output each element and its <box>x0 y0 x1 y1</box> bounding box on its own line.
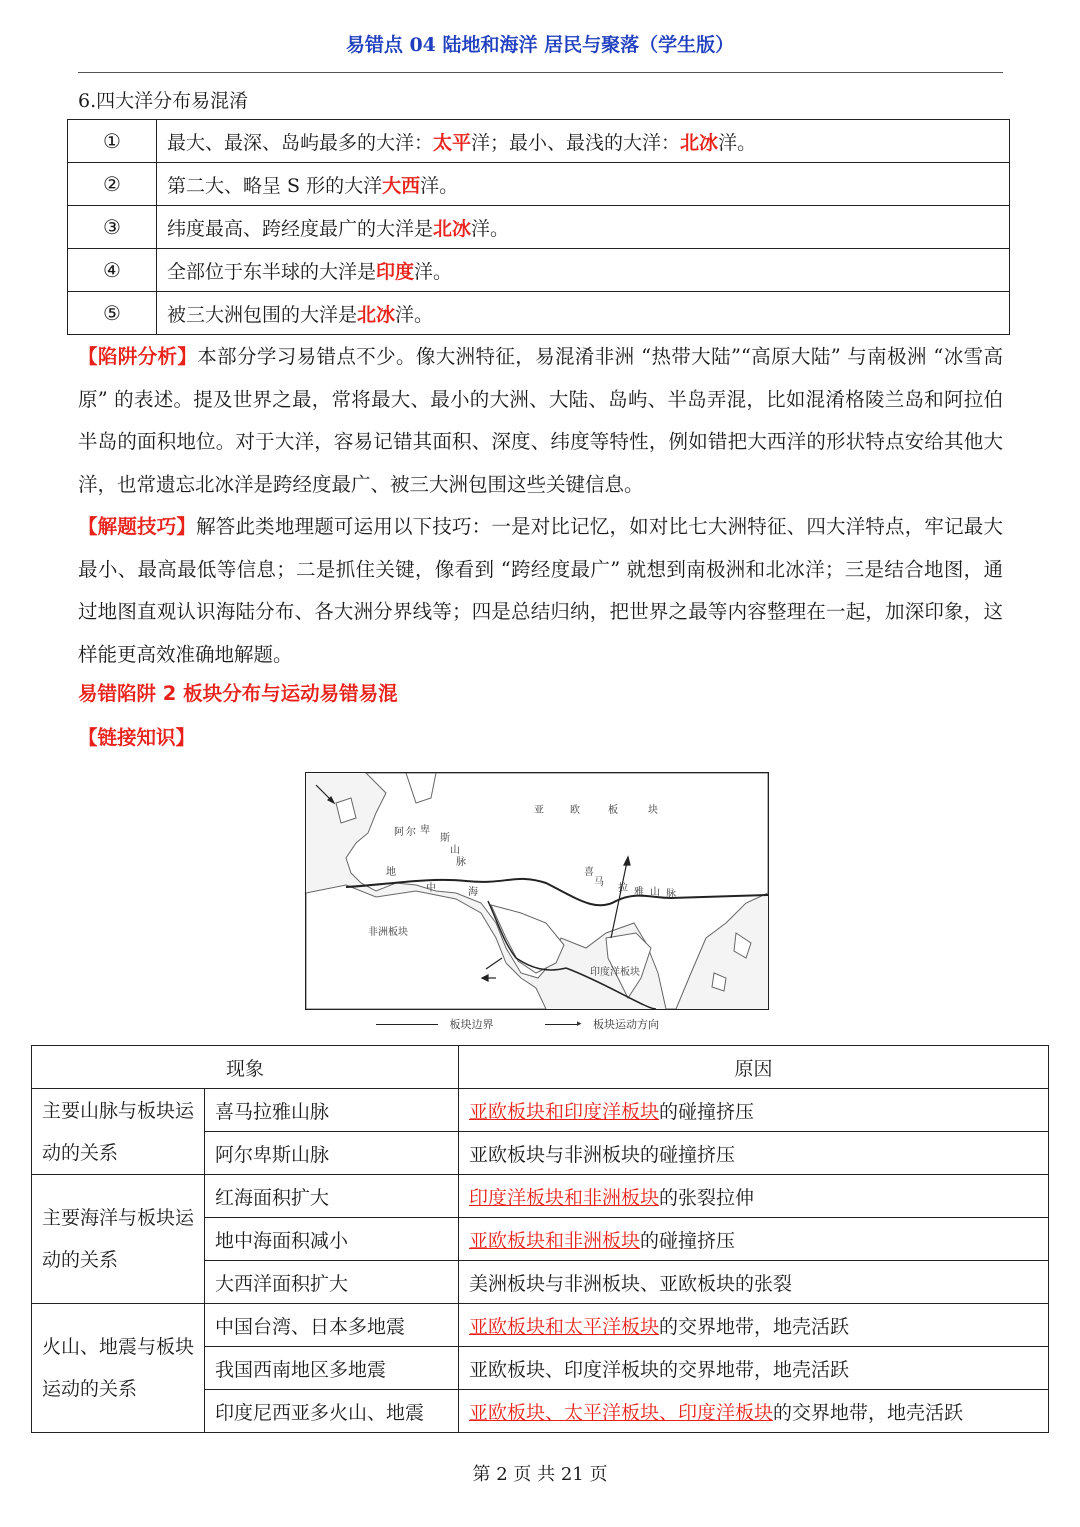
text-part: 最大、最深、岛屿最多的大洋： <box>167 131 434 154</box>
plates-table-header <box>32 1046 1049 1089</box>
header-phenomenon: 现象 <box>32 1046 459 1089</box>
reason-cell <box>459 1132 1049 1175</box>
header-reason: 原因 <box>459 1046 1049 1089</box>
text-part: 洋。 <box>414 260 453 283</box>
phenomenon-cell: 中国台湾、日本多地震 <box>205 1304 459 1347</box>
oceans-table <box>67 119 1010 335</box>
phenomenon-cell: 红海面积扩大 <box>205 1175 459 1218</box>
reason-text: 美洲板块与非洲板块、亚欧板块的张裂 <box>469 1272 793 1295</box>
label-alps-1: 阿 <box>394 827 404 838</box>
plate-map <box>305 772 769 1010</box>
label-indian-plate: 印度洋板块 <box>590 967 640 978</box>
link-knowledge-heading: 【链接知识】 <box>78 726 196 749</box>
map-legend: 板块边界 ▸ 板块运动方向 <box>376 1016 659 1032</box>
label-alps-6: 脉 <box>456 857 466 868</box>
text-part: 洋。 <box>395 303 434 326</box>
reason-cell <box>459 1089 1049 1132</box>
category-cell: 火山、地震与板块运动的关系 <box>32 1304 205 1433</box>
label-him-3: 拉 <box>618 883 628 894</box>
phenomenon-cell: 我国西南地区多地震 <box>205 1347 459 1390</box>
row-text <box>157 120 1010 163</box>
row-number: ⑤ <box>68 292 157 335</box>
label-alps-4: 斯 <box>440 833 450 844</box>
row-text <box>157 206 1010 249</box>
label-eurasian-4: 块 <box>648 805 658 816</box>
reason-highlight: 亚欧板块和非洲板块 <box>469 1229 641 1252</box>
plates-table-row <box>32 1175 1049 1218</box>
label-eurasian-3: 板 <box>608 805 618 816</box>
header-divider <box>78 72 1003 73</box>
trap-analysis-paragraph <box>78 336 1003 506</box>
highlight-answer: 北冰 <box>433 217 472 240</box>
text-part: 全部位于东半球的大洋是 <box>167 260 377 283</box>
reason-text: 亚欧板块、印度洋板块的交界地带，地壳活跃 <box>469 1358 850 1381</box>
plates-table-row <box>32 1304 1049 1347</box>
reason-highlight: 亚欧板块和太平洋板块 <box>469 1315 660 1338</box>
label-med-1: 地 <box>386 867 396 878</box>
reason-cell <box>459 1390 1049 1433</box>
label-med-2: 中 <box>426 883 436 894</box>
label-alps-3: 卑 <box>420 825 430 836</box>
reason-cell <box>459 1347 1049 1390</box>
text-part: 第二大、略呈 S 形的大洋 <box>167 174 383 197</box>
plate-map-graphic <box>306 773 768 1009</box>
trap-analysis-tag: 【陷阱分析】 <box>78 345 198 368</box>
legend-boundary-swatch <box>376 1024 438 1025</box>
label-african-plate: 非洲板块 <box>368 927 408 938</box>
text-part: 洋。 <box>718 131 757 154</box>
oceans-table-row <box>68 120 1010 163</box>
reason-highlight: 亚欧板块和印度洋板块 <box>469 1100 660 1123</box>
label-him-6: 脉 <box>666 889 676 900</box>
row-text <box>157 163 1010 206</box>
reason-text: 的碰撞挤压 <box>659 1100 755 1123</box>
text-part: 洋。 <box>471 217 510 240</box>
row-number: ③ <box>68 206 157 249</box>
plates-table <box>31 1045 1049 1433</box>
solution-tips-paragraph <box>78 506 1003 676</box>
category-cell: 主要山脉与板块运动的关系 <box>32 1089 205 1175</box>
text-part: 被三大洲包围的大洋是 <box>167 303 358 326</box>
page-header: 易错点 04 陆地和海洋 居民与聚落（学生版） <box>345 34 735 56</box>
section-title: 6.四大洋分布易混淆 <box>78 90 249 112</box>
row-number: ④ <box>68 249 157 292</box>
label-him-1: 喜 <box>584 867 594 878</box>
highlight-answer: 北冰 <box>357 303 396 326</box>
phenomenon-cell: 大西洋面积扩大 <box>205 1261 459 1304</box>
reason-cell <box>459 1261 1049 1304</box>
label-alps-5: 山 <box>450 845 460 856</box>
plates-table-row <box>32 1089 1049 1132</box>
oceans-table-row <box>68 249 1010 292</box>
reason-highlight: 印度洋板块和非洲板块 <box>469 1186 660 1209</box>
category-cell: 主要海洋与板块运动的关系 <box>32 1175 205 1304</box>
reason-text: 的碰撞挤压 <box>640 1229 736 1252</box>
reason-text: 的交界地带，地壳活跃 <box>659 1315 850 1338</box>
solution-tips-tag: 【解题技巧】 <box>78 515 197 538</box>
reason-cell <box>459 1218 1049 1261</box>
reason-text: 的张裂拉伸 <box>659 1186 755 1209</box>
label-him-5: 山 <box>650 887 660 898</box>
reason-cell <box>459 1175 1049 1218</box>
row-number: ② <box>68 163 157 206</box>
label-eurasian-2: 欧 <box>570 805 580 816</box>
phenomenon-cell: 印度尼西亚多火山、地震 <box>205 1390 459 1433</box>
phenomenon-cell: 阿尔卑斯山脉 <box>205 1132 459 1175</box>
oceans-table-row <box>68 206 1010 249</box>
reason-highlight: 亚欧板块、太平洋板块、印度洋板块 <box>469 1401 774 1424</box>
phenomenon-cell: 喜马拉雅山脉 <box>205 1089 459 1132</box>
trap2-heading: 易错陷阱 2 板块分布与运动易错易混 <box>78 682 398 705</box>
oceans-table-row <box>68 292 1010 335</box>
text-part: 洋；最小、最浅的大洋： <box>471 131 681 154</box>
legend-boundary-label: 板块边界 <box>449 1018 494 1031</box>
label-alps-2: 尔 <box>406 827 416 838</box>
reason-text: 亚欧板块与非洲板块的碰撞挤压 <box>469 1143 736 1166</box>
highlight-answer: 北冰 <box>680 131 719 154</box>
reason-text: 的交界地带，地壳活跃 <box>773 1401 964 1424</box>
label-eurasian-1: 亚 <box>534 805 544 816</box>
trap-analysis-text: 本部分学习易错点不少。像大洲特征，易混淆非洲 “热带大陆”“高原大陆” 与南极洲 “冰雪高原” 的表述。提及世界之最，常将最大、最小的大洲、大陆、岛屿、半岛弄混，比如混淆格陵兰岛和阿拉伯半岛的面积地位。对于大洋，容易记错其面积、深度、纬度等特性，例如错把大西洋的形状特点安给其他大洋，也常遗忘北冰洋是跨经度最广、被三大洲包围这些关键信息。 <box>78 345 1003 496</box>
reason-cell <box>459 1304 1049 1347</box>
legend-direction-label: 板块运动方向 <box>593 1018 660 1031</box>
label-med-3: 海 <box>468 887 478 898</box>
highlight-answer: 印度 <box>376 260 415 283</box>
label-him-4: 雅 <box>634 887 644 898</box>
row-text <box>157 249 1010 292</box>
text-part: 纬度最高、跨经度最广的大洋是 <box>167 217 434 240</box>
row-number: ① <box>68 120 157 163</box>
highlight-answer: 大西 <box>382 174 421 197</box>
row-text <box>157 292 1010 335</box>
phenomenon-cell: 地中海面积减小 <box>205 1218 459 1261</box>
oceans-table-row <box>68 163 1010 206</box>
text-part: 洋。 <box>420 174 459 197</box>
highlight-answer: 太平 <box>433 131 472 154</box>
legend-arrow-swatch <box>545 1024 579 1025</box>
page-footer: 第 2 页 共 21 页 <box>472 1464 608 1485</box>
solution-tips-text: 解答此类地理题可运用以下技巧：一是对比记忆，如对比七大洲特征、四大洋特点，牢记最大最小、最高最低等信息；二是抓住关键，像看到 “跨经度最广” 就想到南极洲和北冰洋；三是结合地图，通过地图直观认识海陆分布、各大洲分界线等；四是总结归纳，把世界之最等内容整理在一起，加深印象，这样能更高效准确地解题。 <box>78 515 1003 666</box>
label-him-2: 马 <box>594 877 604 888</box>
